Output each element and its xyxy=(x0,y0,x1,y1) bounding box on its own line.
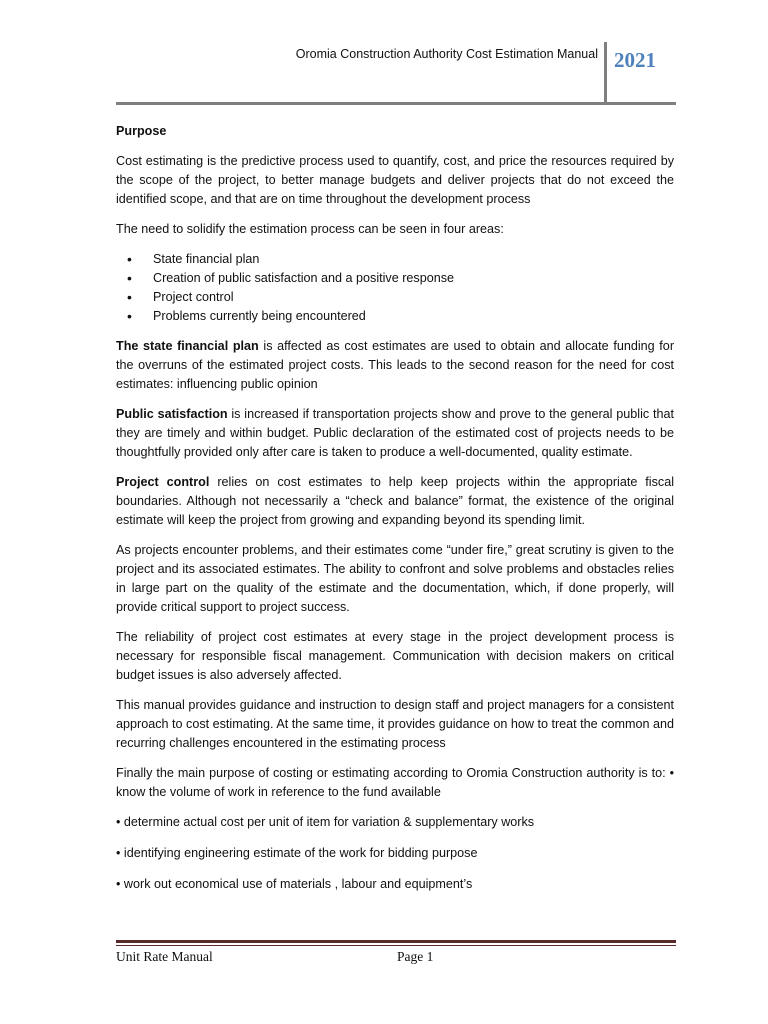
areas-intro-paragraph: The need to solidify the estimation process can be seen in four areas: xyxy=(116,222,504,236)
finally-paragraph: Finally the main purpose of costing or estimating according to Oromia Construction authority is to: • know the volume of work in reference to the fund available xyxy=(116,766,674,799)
manual-paragraph: This manual provides guidance and instruction to design staff and project managers for a consistent approach to cost estimating. At the same time, it provides guidance on how to treat the common and recurring challenges encountered in the estimating process xyxy=(116,698,674,750)
footer-rule-thin xyxy=(116,945,676,946)
project-control-text: relies on cost estimates to help keep projects within the appropriate fiscal boundaries. Although not necessarily a “check and balance” format, the existence of the original estimate will keep the project from growing and expanding beyond its spending limit. xyxy=(116,475,674,527)
project-control-paragraph xyxy=(116,473,674,530)
section-heading: Purpose xyxy=(116,124,167,138)
list-item: • State financial plan xyxy=(116,250,674,269)
areas-list xyxy=(116,250,674,326)
header-rule xyxy=(116,102,676,105)
list-item: • Problems currently being encountered xyxy=(116,307,674,326)
footer-title: Unit Rate Manual xyxy=(116,949,213,964)
purpose-item: • identifying engineering estimate of the work for bidding purpose xyxy=(116,846,478,860)
list-item: • Creation of public satisfaction and a positive response xyxy=(116,269,674,288)
purpose-item: • work out economical use of materials , labour and equipment’s xyxy=(116,877,473,891)
page-body xyxy=(116,122,674,906)
list-item: • Project control xyxy=(116,288,674,307)
public-satisfaction-paragraph xyxy=(116,405,674,462)
problems-paragraph: As projects encounter problems, and their estimates come “under fire,” great scrutiny is given to the project and its associated estimates. The ability to confront and solve problems and obstacles relies in large part on the quality of the estimate and the documentation, which, if done properly, will provide critical support to project success. xyxy=(116,543,674,614)
project-control-lead: Project control xyxy=(116,475,210,489)
header-divider-vertical xyxy=(604,42,607,104)
page-number: Page 1 xyxy=(397,949,434,964)
public-satisfaction-lead: Public satisfaction xyxy=(116,407,228,421)
purpose-item: • determine actual cost per unit of item for variation & supplementary works xyxy=(116,815,535,829)
state-financial-paragraph xyxy=(116,337,674,394)
reliability-paragraph: The reliability of project cost estimates at every stage in the project development process is necessary for responsible fiscal management. Communication with decision makers on critical budget issues is also adversely affected. xyxy=(116,630,674,682)
state-financial-text: is affected as cost estimates are used to obtain and allocate funding for the overruns of the estimated project costs. This leads to the second reason for the need for cost estimates: influencing public opinion xyxy=(116,339,675,391)
footer-rule-thick xyxy=(116,940,676,943)
state-financial-lead: The state financial plan xyxy=(116,339,259,353)
header-year: 2021 xyxy=(614,48,656,72)
intro-paragraph: Cost estimating is the predictive process used to quantify, cost, and price the resources required by the scope of the project, to better manage budgets and deliver projects that do not exceed the identified scope, and that are on time throughout the development process xyxy=(116,154,674,206)
header-title: Oromia Construction Authority Cost Estimation Manual xyxy=(295,47,598,61)
public-satisfaction-text: is increased if transportation projects show and prove to the general public that they are timely and within budget. Public declaration of the estimated cost of projects needs to be thoughtfully provided only after care is taken to produce a well-documented, quality estimate. xyxy=(116,407,674,459)
